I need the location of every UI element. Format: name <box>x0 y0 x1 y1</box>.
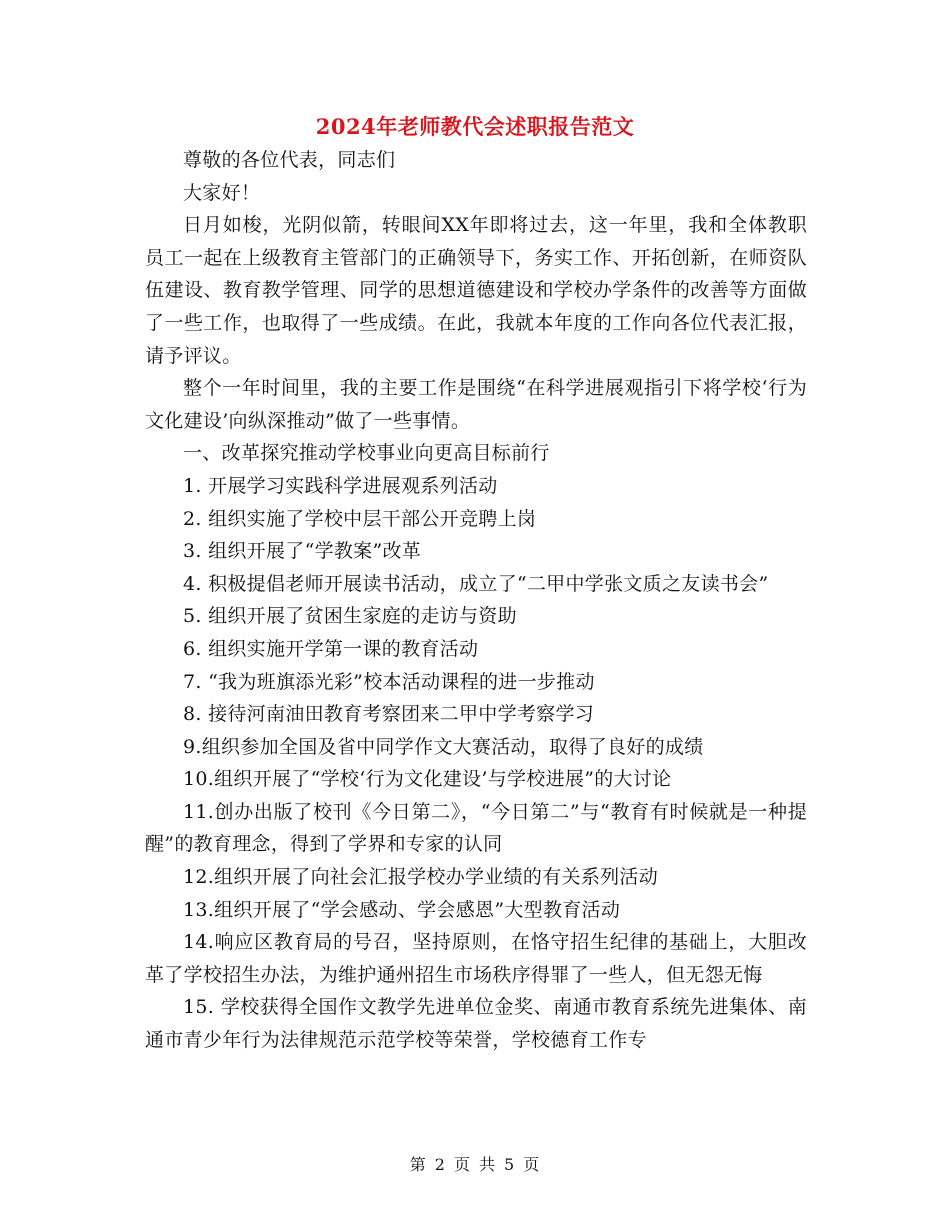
paragraph-intro: 日月如梭，光阴似箭，转眼间XX年即将过去，这一年里，我和全体教职员工一起在上级教育主管部门的正确领导下，务实工作、开拓创新，在师资队伍建设、教育教学管理、同学的思想道德建设和学校办学条件的改善等方面做了一些工作，也取得了一些成绩。在此，我就本年度的工作向各位代表汇报，请予评议。 <box>145 214 807 367</box>
list-item: 14.响应区教育局的号召，坚持原则，在恪守招生纪律的基础上，大胆改革了学校招生办法，为维护通州招生市场秩序得罪了一些人，但无怨无悔 <box>145 931 807 986</box>
list-item: 5. 组织开展了贫困生家庭的走访与资助 <box>183 605 517 628</box>
list-item: 12.组织开展了向社会汇报学校办学业绩的有关系列活动 <box>183 866 659 889</box>
list-item: 7. “我为班旗添光彩”校本活动课程的进一步推动 <box>183 670 595 693</box>
list-item: 3. 组织开展了“学教案”改革 <box>183 540 422 563</box>
list-item: 9.组织参加全国及省中同学作文大赛活动，取得了良好的成绩 <box>183 735 704 758</box>
footer-page-total: 5 <box>504 1155 516 1174</box>
list-item: 1. 开展学习实践科学进展观系列活动 <box>183 474 498 497</box>
footer-page-current: 2 <box>434 1155 446 1174</box>
footer-total-unit: 页 <box>523 1155 541 1174</box>
list-item: 4. 积极提倡老师开展读书活动，成立了“二甲中学张文质之友读书会” <box>183 572 769 595</box>
page-footer <box>0 1153 950 1177</box>
document-body <box>145 144 807 1057</box>
document-title: 2024年老师教代会述职报告范文 <box>315 114 635 139</box>
list-item: 11.创办出版了校刊《今日第二》，“今日第二”与“教育有时候就是一种提醒”的教育理念，得到了学界和专家的认同 <box>145 800 807 856</box>
list-item: 8. 接待河南油田教育考察团来二甲中学考察学习 <box>183 703 595 726</box>
paragraph-summary: 整个一年时间里，我的主要工作是围绕“在科学进展观指引下将学校‘行为文化建设’向纵深推动”做了一些事情。 <box>145 377 807 432</box>
footer-page-unit: 页 <box>453 1155 471 1174</box>
list-item: 10.组织开展了“学校‘行为文化建设’与学校进展”的大讨论 <box>183 768 672 791</box>
section-heading: 一、改革探究推动学校事业向更高目标前行 <box>183 442 550 465</box>
list-item: 13.组织开展了“学会感动、学会感恩”大型教育活动 <box>183 898 621 921</box>
footer-total-prefix: 共 <box>479 1155 497 1174</box>
list-item: 15. 学校获得全国作文教学先进单位金奖、南通市教育系统先进集体、南通市青少年行为法律规范示范学校等荣誉，学校德育工作专 <box>145 996 807 1052</box>
list-item: 6. 组织实施开学第一课的教育活动 <box>183 637 479 660</box>
list-item: 2. 组织实施了学校中层干部公开竞聘上岗 <box>183 507 537 530</box>
paragraph-greeting: 尊敬的各位代表，同志们 <box>183 149 396 171</box>
paragraph-hello: 大家好！ <box>183 181 261 204</box>
footer-page-prefix: 第 <box>409 1155 427 1174</box>
